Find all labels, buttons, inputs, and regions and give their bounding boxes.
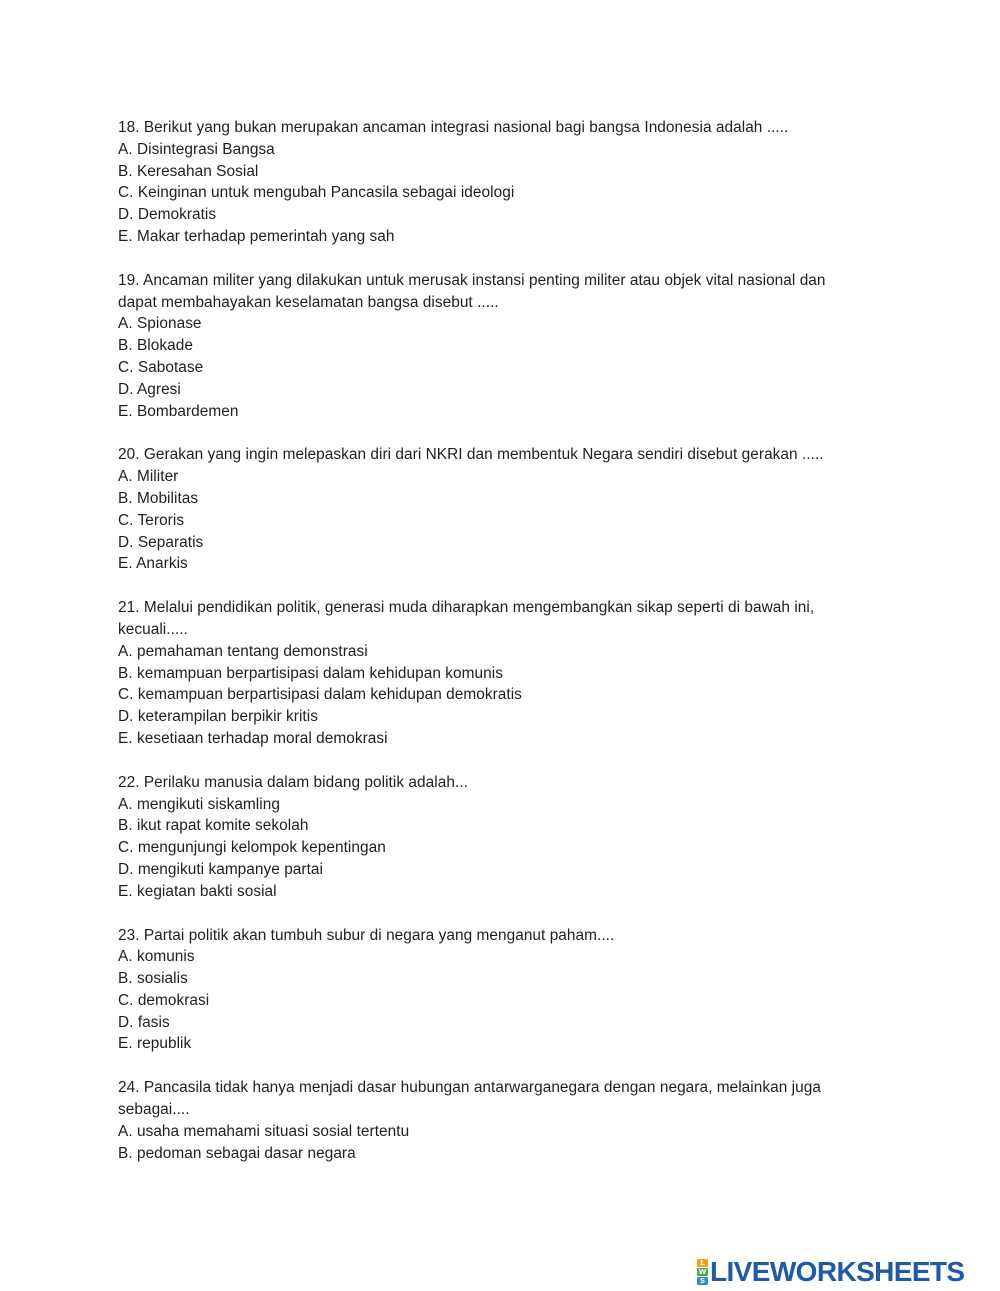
answer-option: D. Agresi: [118, 380, 181, 398]
answer-option: C. mengunjungi kelompok kepentingan: [118, 839, 386, 857]
answer-option: B. Mobilitas: [118, 489, 199, 507]
answer-option: E. republik: [118, 1035, 192, 1053]
answer-option: D. keterampilan berpikir kritis: [118, 708, 318, 726]
liveworksheets-logo-mark-icon: [697, 1259, 708, 1285]
answer-option: E. Bombardemen: [118, 402, 239, 420]
logo-mark-square: S: [697, 1277, 708, 1285]
question-block: [118, 444, 888, 575]
answer-option: A. Disintegrasi Bangsa: [118, 140, 275, 158]
answer-option: E. kesetiaan terhadap moral demokrasi: [118, 729, 388, 747]
answer-option: A. Militer: [118, 468, 179, 486]
answer-option: D. Separatis: [118, 533, 204, 551]
answer-option: B. Blokade: [118, 337, 193, 355]
answer-option: E. Anarkis: [118, 555, 188, 573]
question-text: 24. Pancasila tidak hanya menjadi dasar hubungan antarwarganegara dengan negara, melainkan juga: [118, 1079, 821, 1097]
question-text: 18. Berikut yang bukan merupakan ancaman integrasi nasional bagi bangsa Indonesia adalah .....: [118, 119, 789, 136]
question-text: kecuali.....: [118, 620, 188, 638]
liveworksheets-logo: [697, 1257, 965, 1287]
answer-option: E. kegiatan bakti sosial: [118, 882, 277, 900]
liveworksheets-logo-text: LIVEWORKSHEETS: [710, 1256, 965, 1287]
answer-option: B. sosialis: [118, 970, 188, 988]
question-text: 22. Perilaku manusia dalam bidang politik adalah...: [118, 773, 468, 791]
answer-option: A. Spionase: [118, 315, 202, 333]
question-block: [118, 597, 888, 750]
answer-option: D. mengikuti kampanye partai: [118, 860, 323, 878]
question-text: dapat membahayakan keselamatan bangsa disebut .....: [118, 293, 499, 311]
answer-option: C. kemampuan berpartisipasi dalam kehidupan demokratis: [118, 686, 522, 704]
answer-option: A. mengikuti siskamling: [118, 795, 280, 813]
logo-mark-square: W: [698, 1268, 707, 1276]
question-text: 23. Partai politik akan tumbuh subur di negara yang menganut paham....: [118, 926, 615, 944]
answer-option: B. pedoman sebagai dasar negara: [118, 1144, 356, 1162]
answer-option: C. Keinginan untuk mengubah Pancasila sebagai ideologi: [118, 184, 515, 202]
question-block: [118, 925, 888, 1056]
answer-option: A. komunis: [118, 948, 195, 966]
question-text: 20. Gerakan yang ingin melepaskan diri dari NKRI dan membentuk Negara sendiri disebut gerakan .....: [118, 446, 824, 464]
question-text: 21. Melalui pendidikan politik, generasi muda diharapkan mengembangkan sikap seperti di bawah ini,: [118, 599, 815, 617]
answer-option: C. Sabotase: [118, 358, 204, 376]
question-text: 19. Ancaman militer yang dilakukan untuk merusak instansi penting militer atau objek vital nasional dan: [118, 271, 826, 289]
question-block: [118, 270, 888, 423]
answer-option: C. Teroris: [118, 511, 185, 529]
question-block: [118, 772, 888, 903]
question-text: sebagai....: [118, 1101, 190, 1119]
answer-option: B. Keresahan Sosial: [118, 162, 259, 180]
answer-option: D. fasis: [118, 1013, 170, 1031]
worksheet-body: [118, 117, 888, 1186]
answer-option: D. Demokratis: [118, 206, 217, 224]
answer-option: A. usaha memahami situasi sosial tertentu: [118, 1122, 410, 1140]
question-block: [118, 117, 888, 248]
answer-option: E. Makar terhadap pemerintah yang sah: [118, 227, 395, 245]
question-block: [118, 1077, 888, 1164]
answer-option: B. ikut rapat komite sekolah: [118, 817, 309, 835]
answer-option: A. pemahaman tentang demonstrasi: [118, 642, 368, 660]
logo-mark-square: L: [697, 1259, 708, 1267]
answer-option: B. kemampuan berpartisipasi dalam kehidupan komunis: [118, 664, 503, 682]
answer-option: C. demokrasi: [118, 991, 210, 1009]
